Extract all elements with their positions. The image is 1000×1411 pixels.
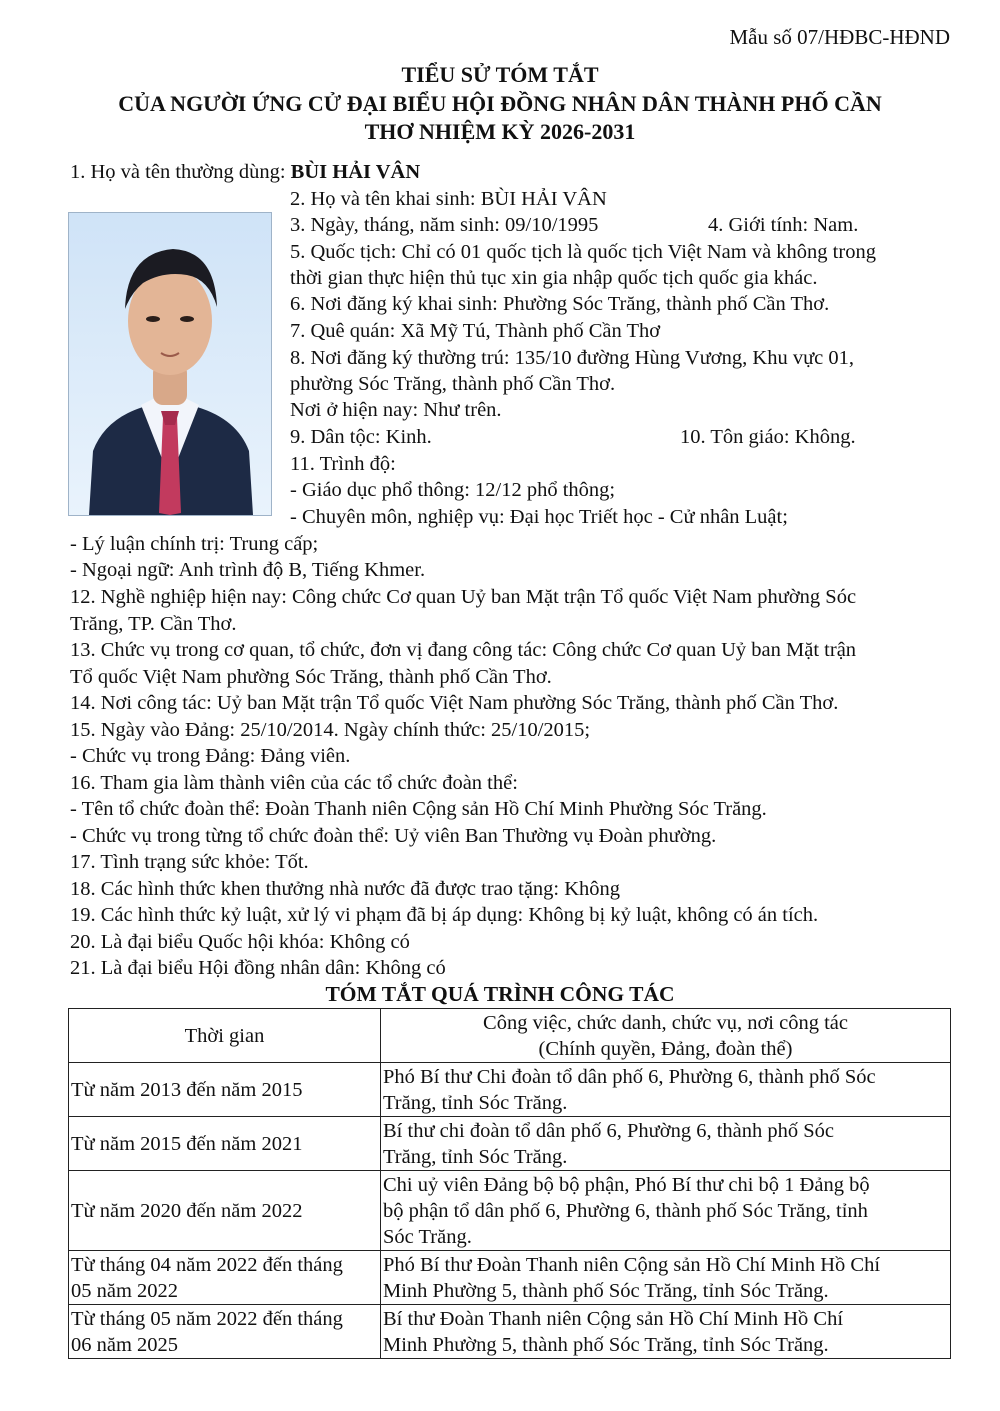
period-cell xyxy=(69,1251,381,1305)
unions-heading: 16. Tham gia làm thành viên của các tổ chức đoàn thể: xyxy=(70,772,518,794)
party-position: - Chức vụ trong Đảng: Đảng viên. xyxy=(70,745,351,767)
role-text: Bí thư chi đoàn tổ dân phố 6, Phường 6, thành phố Sóc xyxy=(383,1119,835,1142)
current-address: Nơi ở hiện nay: Như trên. xyxy=(290,399,502,421)
party-join-date: 15. Ngày vào Đảng: 25/10/2014. Ngày chính thức: 25/10/2015; xyxy=(70,719,591,741)
common-name-value: BÙI HẢI VÂN xyxy=(290,161,421,183)
political-theory: - Lý luận chính trị: Trung cấp; xyxy=(70,533,319,555)
period-text: 06 năm 2025 xyxy=(71,1333,179,1356)
birth-name: 2. Họ và tên khai sinh: BÙI HẢI VÂN xyxy=(290,188,607,210)
document-subtitle-line1: CỦA NGƯỜI ỨNG CỬ ĐẠI BIỂU HỘI ĐỒNG NHÂN DÂN THÀNH PHỐ CẦN xyxy=(118,91,882,116)
period-text: Từ năm 2013 đến năm 2015 xyxy=(71,1078,303,1101)
portrait-photo xyxy=(68,212,272,516)
workplace: 14. Nơi công tác: Uỷ ban Mặt trận Tổ quốc Việt Nam phường Sóc Trăng, thành phố Cần Thơ. xyxy=(70,692,839,714)
residence-line2: phường Sóc Trăng, thành phố Cần Thơ. xyxy=(290,373,616,395)
religion: 10. Tôn giáo: Không. xyxy=(680,426,856,448)
role-text: Phó Bí thư Chi đoàn tổ dân phố 6, Phường 6, thành phố Sóc xyxy=(383,1065,876,1088)
professional-qualification: - Chuyên môn, nghiệp vụ: Đại học Triết học - Cử nhân Luật; xyxy=(290,506,788,528)
role-text: Trăng, tỉnh Sóc Trăng. xyxy=(383,1145,568,1168)
birth-registration: 6. Nơi đăng ký khai sinh: Phường Sóc Trăng, thành phố Cần Thơ. xyxy=(290,293,830,315)
document-title: TIỂU SỬ TÓM TẮT xyxy=(401,62,599,87)
nationality-line2: thời gian thực hiện thủ tục xin gia nhập quốc tịch quốc gia khác. xyxy=(290,267,818,289)
health-status: 17. Tình trạng sức khỏe: Tốt. xyxy=(70,851,309,873)
role-text: Minh Phường 5, thành phố Sóc Trăng, tỉnh Sóc Trăng. xyxy=(383,1333,829,1356)
column-header-role-line2: (Chính quyền, Đảng, đoàn thể) xyxy=(538,1037,793,1060)
period-text: Từ tháng 04 năm 2022 đến tháng xyxy=(71,1253,343,1276)
hometown: 7. Quê quán: Xã Mỹ Tú, Thành phố Cần Thơ xyxy=(290,320,661,342)
period-cell xyxy=(69,1117,381,1171)
education-heading: 11. Trình độ: xyxy=(290,453,396,475)
common-name-row xyxy=(70,159,420,185)
role-text: Bí thư Đoàn Thanh niên Cộng sản Hồ Chí Minh Hồ Chí xyxy=(383,1307,844,1330)
role-text: Sóc Trăng. xyxy=(383,1225,472,1248)
period-text: Từ năm 2020 đến năm 2022 xyxy=(71,1199,303,1222)
position-line2: Tổ quốc Việt Nam phường Sóc Trăng, thành phố Cần Thơ. xyxy=(70,666,552,688)
table-header-row xyxy=(69,1009,951,1063)
column-header-role-line1: Công việc, chức danh, chức vụ, nơi công tác xyxy=(483,1011,848,1034)
languages: - Ngoại ngữ: Anh trình độ B, Tiếng Khmer. xyxy=(70,559,426,581)
national-assembly-delegate: 20. Là đại biểu Quốc hội khóa: Không có xyxy=(70,931,410,953)
period-cell xyxy=(69,1063,381,1117)
role-cell xyxy=(381,1117,951,1171)
table-row xyxy=(69,1117,951,1171)
council-delegate: 21. Là đại biểu Hội đồng nhân dân: Không có xyxy=(70,957,446,979)
table-row xyxy=(69,1063,951,1117)
period-cell xyxy=(69,1171,381,1251)
position-line1: 13. Chức vụ trong cơ quan, tổ chức, đơn vị đang công tác: Công chức Cơ quan Uỷ ban Mặt trận xyxy=(70,639,857,661)
role-text: Minh Phường 5, thành phố Sóc Trăng, tỉnh Sóc Trăng. xyxy=(383,1279,829,1302)
column-header-period: Thời gian xyxy=(69,1009,381,1063)
occupation-line2: Trăng, TP. Cần Thơ. xyxy=(70,613,237,635)
document-subtitle-line2: THƠ NHIỆM KỲ 2026-2031 xyxy=(364,119,636,144)
role-text: Chi uỷ viên Đảng bộ bộ phận, Phó Bí thư chi bộ 1 Đảng bộ xyxy=(383,1173,870,1196)
role-cell xyxy=(381,1171,951,1251)
common-name-label: 1. Họ và tên thường dùng: xyxy=(70,161,291,183)
work-history-title: TÓM TẮT QUÁ TRÌNH CÔNG TÁC xyxy=(325,982,675,1006)
period-cell xyxy=(69,1305,381,1359)
period-text: 05 năm 2022 xyxy=(71,1279,179,1302)
ethnicity: 9. Dân tộc: Kinh. xyxy=(290,426,432,448)
table-row xyxy=(69,1171,951,1251)
discipline: 19. Các hình thức kỷ luật, xử lý vi phạm đã bị áp dụng: Không bị kỷ luật, không có án tích. xyxy=(70,904,819,926)
role-text: bộ phận tổ dân phố 6, Phường 6, thành phố Sóc Trăng, tỉnh xyxy=(383,1199,868,1222)
period-text: Từ tháng 05 năm 2022 đến tháng xyxy=(71,1307,343,1330)
nationality-line1: 5. Quốc tịch: Chỉ có 01 quốc tịch là quốc tịch Việt Nam và không trong xyxy=(290,241,876,263)
gender: 4. Giới tính: Nam. xyxy=(708,214,859,236)
column-header-role xyxy=(381,1009,951,1063)
role-cell xyxy=(381,1305,951,1359)
role-cell xyxy=(381,1063,951,1117)
role-cell xyxy=(381,1251,951,1305)
union-name: - Tên tổ chức đoàn thể: Đoàn Thanh niên Cộng sản Hồ Chí Minh Phường Sóc Trăng. xyxy=(70,798,767,820)
role-text: Phó Bí thư Đoàn Thanh niên Cộng sản Hồ Chí Minh Hồ Chí xyxy=(383,1253,881,1276)
work-history-table xyxy=(68,1008,951,1359)
awards: 18. Các hình thức khen thưởng nhà nước đã được trao tặng: Không xyxy=(70,878,621,900)
occupation-line1: 12. Nghề nghiệp hiện nay: Công chức Cơ quan Uỷ ban Mặt trận Tổ quốc Việt Nam phường Sóc xyxy=(70,586,857,608)
table-row xyxy=(69,1305,951,1359)
form-code: Mẫu số 07/HĐBC-HĐND xyxy=(729,25,950,49)
union-position: - Chức vụ trong từng tổ chức đoàn thể: Uỷ viên Ban Thường vụ Đoàn phường. xyxy=(70,825,717,847)
role-text: Trăng, tỉnh Sóc Trăng. xyxy=(383,1091,568,1114)
residence-line1: 8. Nơi đăng ký thường trú: 135/10 đường Hùng Vương, Khu vực 01, xyxy=(290,347,855,369)
period-text: Từ năm 2015 đến năm 2021 xyxy=(71,1132,303,1155)
date-of-birth: 3. Ngày, tháng, năm sinh: 09/10/1995 xyxy=(290,214,599,236)
table-row xyxy=(69,1251,951,1305)
general-education: - Giáo dục phổ thông: 12/12 phổ thông; xyxy=(290,479,616,501)
